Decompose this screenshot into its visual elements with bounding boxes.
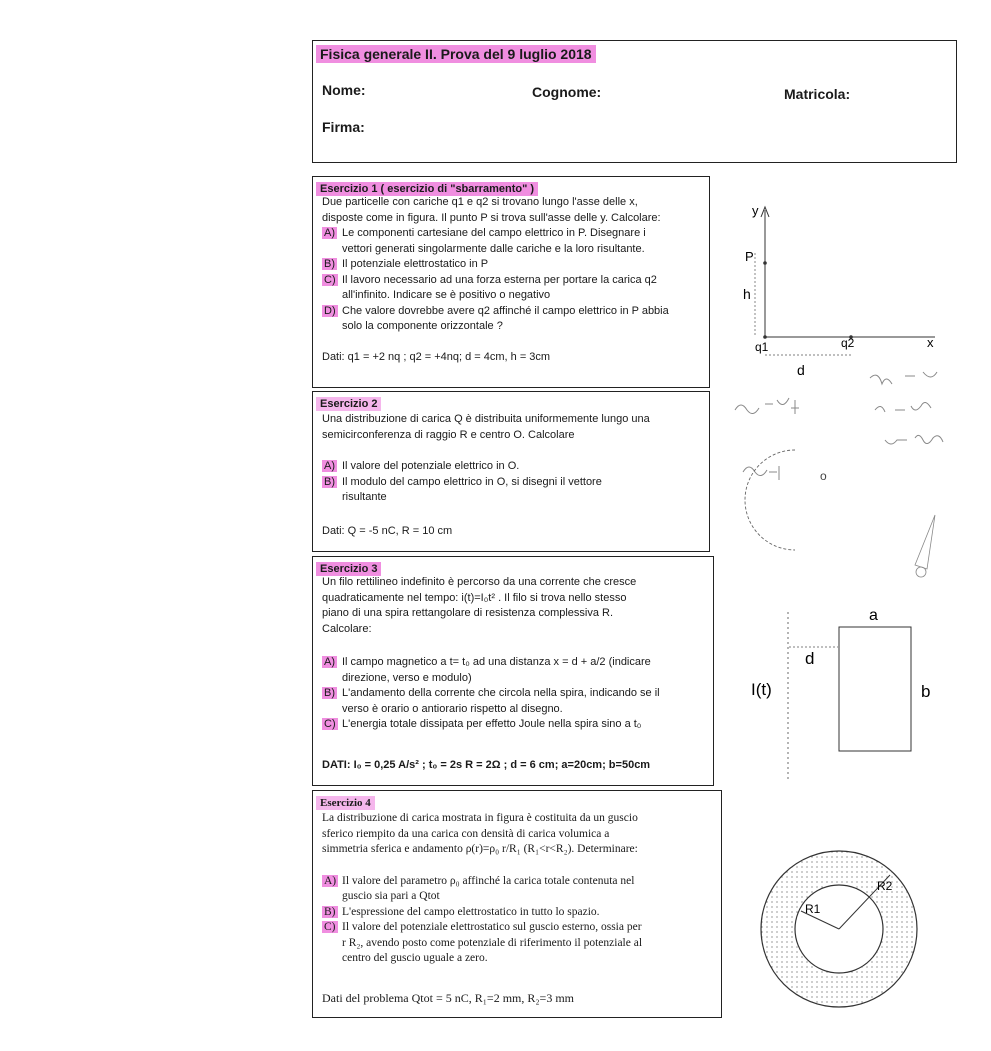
exercise-3-item-c: C) L'energia totale dissipata per effetto Joule nella spira sino a t₀ <box>324 718 642 730</box>
nome-label: Nome: <box>322 82 366 98</box>
exercise-1-item-b: B) Il potenziale elettrostatico in P <box>324 258 489 270</box>
figure-3-wire-loop <box>745 600 955 790</box>
exercise-1-item-a: A) Le componenti cartesiane del campo elettrico in P. Disegnare i vettori generati singolarmente dalle cariche e la loro risultante. <box>324 227 646 255</box>
exercise-1-intro-line: Due particelle con cariche q1 e q2 si trovano lungo l'asse delle x, <box>322 196 638 208</box>
exercise-1-item-c: C) Il lavoro necessario ad una forza esterna per portare la carica q2 all'infinito. Indicare se è positivo o negativo <box>324 273 657 301</box>
fig1-d-label: d <box>797 362 805 378</box>
fig1-h-label: h <box>743 286 751 302</box>
fig1-y-label: y <box>752 203 759 218</box>
exercise-4-intro-line: La distribuzione di carica mostrata in figura è costituita da un guscio <box>322 812 638 824</box>
exercise-4-item-c: C) Il valore del potenziale elettrostatico sul guscio esterno, ossia per r R₂, avendo posto come potenziale di riferimento il potenziale al centro del guscio uguale a zero. <box>324 921 643 964</box>
fig3-b-label: b <box>921 682 931 701</box>
exercise-3-data: DATI: I₀ = 0,25 A/s² ; t₀ = 2s R = 2Ω ; d = 6 cm; a=20cm; b=50cm <box>322 759 651 771</box>
fig3-i-label: I(t) <box>751 680 772 699</box>
exercise-3-intro-line: piano di una spira rettangolare di resistenza complessiva R. <box>322 607 614 619</box>
exercise-1-item-d: D) Che valore dovrebbe avere q2 affinché il campo elettrico in P abbia solo la componente orizzontale ? <box>324 304 669 332</box>
exam-title: Fisica generale II. Prova del 9 luglio 2018 <box>316 45 596 63</box>
exercise-1-box <box>312 176 710 388</box>
exercise-4-intro-line: simmetria sferica e andamento ρ(r)=ρ₀ r/R₁ (R₁<r<R₂). Determinare: <box>322 843 638 855</box>
fig1-x-label: x <box>927 335 934 350</box>
exercise-3-item-a: A) Il campo magnetico a t= t₀ ad una distanza x = d + a/2 (indicare direzione, verso e modulo) <box>324 656 651 684</box>
fig4-r2-label: R2 <box>877 879 893 893</box>
fig3-d-label: d <box>805 649 815 668</box>
fig1-q1-label: q1 <box>755 340 769 354</box>
exercise-4-intro-line: sferico riempito da una carica con densità di carica volumica a <box>322 827 610 840</box>
exercise-2-data: Dati: Q = -5 nC, R = 10 cm <box>322 525 453 537</box>
fig1-q2-label: q2 <box>841 336 855 350</box>
exercise-3-title: Esercizio 3 <box>316 562 381 576</box>
firma-label: Firma: <box>322 119 365 135</box>
exercise-1-intro-line: disposte come in figura. Il punto P si trova sull'asse delle y. Calcolare: <box>322 211 661 224</box>
fig2-o-label: o <box>820 469 827 483</box>
exercise-4-title: Esercizio 4 <box>316 796 375 810</box>
exercise-1-data: Dati: q1 = +2 nq ; q2 = +4nq; d = 4cm, h = 3cm <box>322 351 551 363</box>
figure-1-charges <box>735 195 955 385</box>
header-box <box>312 40 957 163</box>
exercise-2-title: Esercizio 2 <box>316 397 381 411</box>
exercise-2-intro-line: semicirconferenza di raggio R e centro O. Calcolare <box>322 428 575 441</box>
exercise-4-item-b: B) L'espressione del campo elettrostatico in tutto lo spazio. <box>324 905 600 918</box>
exercise-3-box <box>312 556 714 786</box>
exercise-1-title: Esercizio 1 ( esercizio di "sbarramento" ) <box>316 182 538 196</box>
fig1-p-label: P <box>745 249 754 264</box>
exercise-4-data: Dati del problema Qtot = 5 nC, R₁=2 mm, R₂=3 mm <box>322 991 574 1005</box>
exercise-3-intro-line: quadraticamente nel tempo: i(t)=I₀t² . Il filo si trova nello stesso <box>322 591 627 604</box>
matricola-label: Matricola: <box>784 86 851 102</box>
exercise-3-item-b: B) L'andamento della corrente che circola nella spira, indicando se il verso è orario o antiorario rispetto al disegno. <box>324 687 660 715</box>
fig4-r1-label: R1 <box>805 902 821 916</box>
exercise-4-box <box>312 790 722 1018</box>
handwritten-notes <box>725 360 985 600</box>
exercise-3-intro-line: Un filo rettilineo indefinito è percorso da una corrente che cresce <box>322 576 637 588</box>
fig3-a-label: a <box>869 607 878 624</box>
exercise-2-box <box>312 391 710 552</box>
exercise-2-item-b: B) Il modulo del campo elettrico in O, si disegni il vettore risultante <box>324 475 602 503</box>
exercise-2-item-a: A) Il valore del potenziale elettrico in O. <box>324 460 520 472</box>
exercise-3-intro-line: Calcolare: <box>322 622 372 635</box>
figure-4-spherical-shell <box>755 845 925 1020</box>
cognome-label: Cognome: <box>532 84 602 100</box>
exercise-4-item-a: A) Il valore del parametro ρ₀ affinché la carica totale contenuta nel guscio sia pari a Qtot <box>324 874 635 902</box>
exercise-2-intro-line: Una distribuzione di carica Q è distribuita uniformemente lungo una <box>322 413 650 425</box>
